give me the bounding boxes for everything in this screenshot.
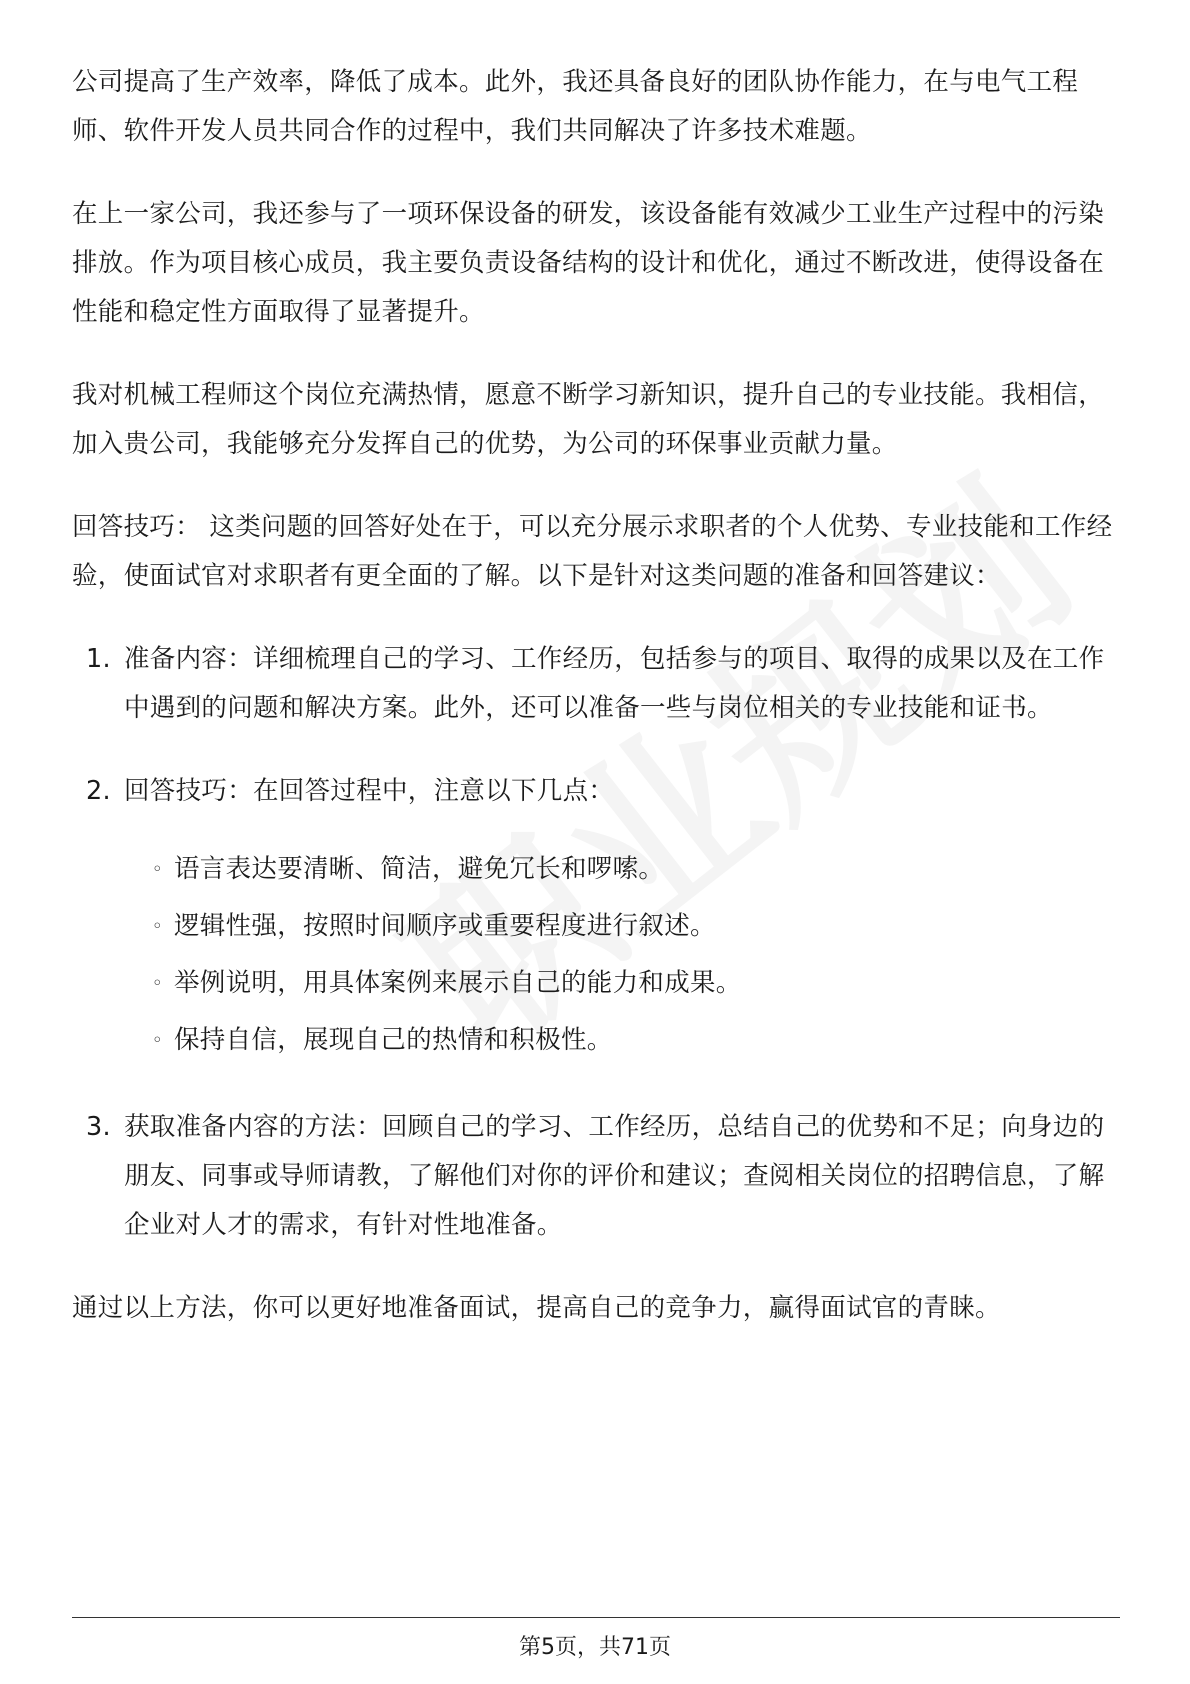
- paragraph-answer-tips: 回答技巧： 这类问题的回答好处在于，可以充分展示求职者的个人优势、专业技能和工作经验，使面试官对求职者有更全面的了解。以下是针对这类问题的准备和回答建议：: [72, 512, 1113, 591]
- paragraph-3: 我对机械工程师这个岗位充满热情，愿意不断学习新知识，提升自己的专业技能。我相信，加入贵公司，我能够充分发挥自己的优势，为公司的环保事业贡献力量。: [72, 380, 1105, 459]
- list-item-methods: [72, 1103, 1122, 1250]
- circle-bullet-icon: ◦: [152, 859, 163, 880]
- circle-bullet-icon: ◦: [152, 973, 163, 994]
- footer-divider: [72, 1617, 1120, 1618]
- list-number: 2.: [86, 776, 111, 806]
- paragraph-1: 公司提高了生产效率，降低了成本。此外，我还具备良好的团队协作能力，在与电气工程师、软件开发人员共同合作的过程中，我们共同解决了许多技术难题。: [72, 67, 1079, 146]
- advice-list: [72, 635, 1122, 1250]
- sub-list-item: ◦ 逻辑性强，按照时间顺序或重要程度进行叙述。: [152, 898, 1122, 955]
- list-item-text: 准备内容：详细梳理自己的学习、工作经历，包括参与的项目、取得的成果以及在工作中遇到的问题和解决方案。此外，还可以准备一些与岗位相关的专业技能和证书。: [124, 644, 1105, 723]
- list-number: 3.: [86, 1112, 111, 1142]
- sub-list-item: ◦ 举例说明，用具体案例来展示自己的能力和成果。: [152, 955, 1122, 1012]
- paragraph-2: 在上一家公司，我还参与了一项环保设备的研发，该设备能有效减少工业生产过程中的污染排放。作为项目核心成员，我主要负责设备结构的设计和优化，通过不断改进，使得设备在性能和稳定性方面取得了显著提升。: [72, 199, 1105, 327]
- list-item-preparation: [72, 635, 1122, 733]
- page-number: 第5页，共71页: [519, 1635, 671, 1660]
- list-item-text: 回答技巧：在回答过程中，注意以下几点：: [124, 776, 615, 806]
- circle-bullet-icon: ◦: [152, 1030, 163, 1051]
- closing-paragraph: 通过以上方法，你可以更好地准备面试，提高自己的竞争力，赢得面试官的青睐。: [72, 1293, 1001, 1323]
- list-item-answer-tips: [72, 767, 1122, 1069]
- list-number: 1.: [86, 644, 111, 674]
- sub-list: [124, 841, 1122, 1069]
- circle-bullet-icon: ◦: [152, 916, 163, 937]
- sub-list-item: ◦ 语言表达要清晰、简洁，避免冗长和啰嗦。: [152, 841, 1122, 898]
- sub-list-item: ◦ 保持自信，展现自己的热情和积极性。: [152, 1012, 1122, 1069]
- list-item-text: 获取准备内容的方法：回顾自己的学习、工作经历，总结自己的优势和不足；向身边的朋友、同事或导师请教，了解他们对你的评价和建议；查阅相关岗位的招聘信息，了解企业对人才的需求，有针对性地准备。: [124, 1112, 1105, 1240]
- document-body: [72, 58, 1122, 1367]
